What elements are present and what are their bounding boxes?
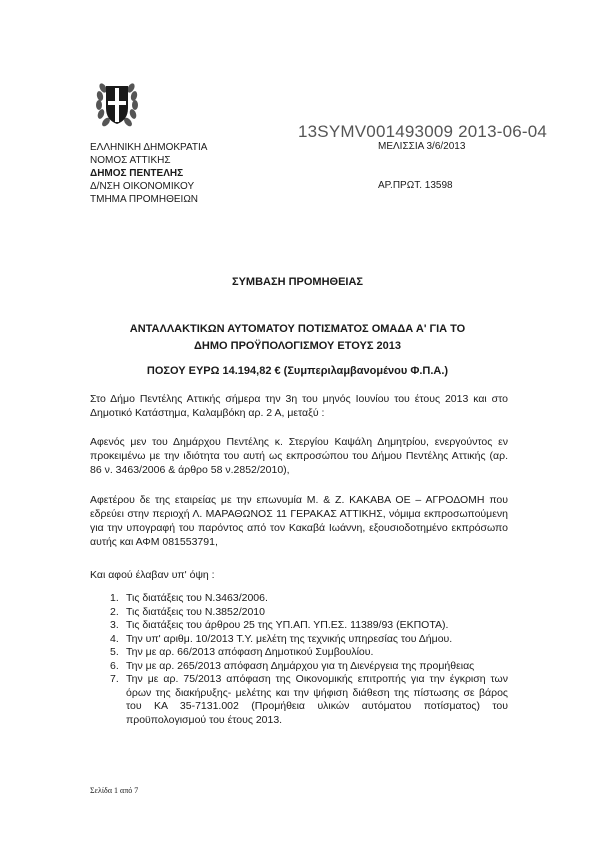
paragraph-considering: Και αφού έλαβαν υπ' όψη :	[90, 569, 215, 581]
list-item: 7. Την με αρ. 75/2013 απόφαση της Οικονομικής επιτροπής για την έγκριση των όρων της διακήρυξης- μελέτης και την ψήφιση διάθεση της πίστωσης σε βάρος του ΚΑ 35-7131.002 (Προμήθεια υλικών αυτόματου ποτίσματος) του προϋπολογισμού του έτους 2013.	[110, 673, 508, 726]
list-item: 6. Την με αρ. 265/2013 απόφαση Δημάρχου για τη Διενέργεια της προμήθειας	[110, 659, 475, 672]
subject-line-1: ΑΝΤΑΛΛΑΚΤΙΚΩΝ ΑΥΤΟΜΑΤΟΥ ΠΟΤΙΣΜΑΤΟΣ ΟΜΑΔΑ Α' ΓΙΑ ΤΟ	[129, 323, 466, 335]
place-date: ΜΕΛΙΣΣΙΑ 3/6/2013	[378, 141, 466, 152]
greek-coat-of-arms-icon	[94, 74, 140, 132]
paragraph-place-date: Στο Δήμο Πεντέλης Αττικής σήμερα την 3η του μηνός Ιουνίου του έτους 2013 και στο Δημοτικό Κατάστημα, Καλαμβόκη αρ. 2 Α, μεταξύ :	[90, 393, 508, 419]
header-line-department: ΤΜΗΜΑ ΠΡΟΜΗΘΕΙΩΝ	[90, 194, 199, 205]
list-item: 1. Τις διατάξεις του Ν.3463/2006.	[110, 592, 268, 604]
amount-line: ΠΟΣΟΥ ΕΥΡΩ 14.194,82 € (Συμπεριλαμβανομένου Φ.Π.Α.)	[146, 365, 449, 377]
coat-of-arms-emblem	[94, 74, 140, 132]
protocol-number: ΑΡ.ΠΡΩΤ. 13598	[378, 180, 453, 191]
list-item: 4. Την υπ' αριθμ. 10/2013 Τ.Υ. μελέτη της τεχνικής υπηρεσίας του Δήμου.	[110, 632, 453, 645]
paragraph-second-party: Αφετέρου δε της εταιρείας με την επωνυμία Μ. & Ζ. ΚΑΚΑΒΑ ΟΕ – ΑΓΡΟΔΟΜΗ που εδρεύει στην περιοχή Λ. ΜΑΡΑΘΩΝΟΣ 11 ΓΕΡΑΚΑΣ ΑΤΤΙΚΗΣ, νόμιμα εκπροσωπούμενη για την υπογραφή του παρόντος από τον Κακαβά Ιωάννη, εξουσιοδοτημένο εκπρόσωπο αυτής και ΑΦΜ 081553791,	[90, 494, 508, 548]
header-line-prefecture: ΝΟΜΟΣ ΑΤΤΙΚΗΣ	[90, 155, 171, 166]
header-line-municipality: ΔΗΜΟΣ ΠΕΝΤΕΛΗΣ	[90, 168, 184, 179]
list-item: 3. Τις διατάξεις του άρθρου 25 της ΥΠ.ΑΠ. ΥΠ.ΕΣ. 11389/93 (ΕΚΠΟΤΑ).	[110, 619, 449, 631]
list-item: 2. Τις διατάξεις του Ν.3852/2010	[110, 605, 265, 618]
page-number-footer: Σελίδα 1 από 7	[90, 786, 139, 795]
header-line-directorate: Δ/ΝΣΗ ΟΙΚΟΝΟΜΙΚΟΥ	[90, 181, 195, 192]
paragraph-first-party: Αφενός μεν του Δημάρχου Πεντέλης κ. Στεργίου Καψάλη Δημητρίου, ενεργούντος εν προκειμένω με την ιδιότητα του αυτή ως εκπροσώπου του Δήμου Πεντέλης Αττικής (αρ. 86 ν. 3463/2006 & άρθρο 58 ν.2852/2010),	[90, 436, 508, 476]
document-title: ΣΥΜΒΑΣΗ ΠΡΟΜΗΘΕΙΑΣ	[231, 276, 364, 288]
considerations-list	[110, 592, 508, 727]
registry-stamp: 13SYMV001493009 2013-06-04	[298, 122, 548, 141]
header-line-republic: ΕΛΛΗΝΙΚΗ ΔΗΜΟΚΡΑΤΙΑ	[90, 142, 208, 153]
list-item: 5. Την με αρ. 66/2013 απόφαση Δημοτικού Συμβουλίου.	[110, 646, 374, 658]
subject-line-2: ΔΗΜΟ ΠΡΟΫΠΟΛΟΓΙΣΜΟΥ ΕΤΟΥΣ 2013	[194, 340, 401, 352]
